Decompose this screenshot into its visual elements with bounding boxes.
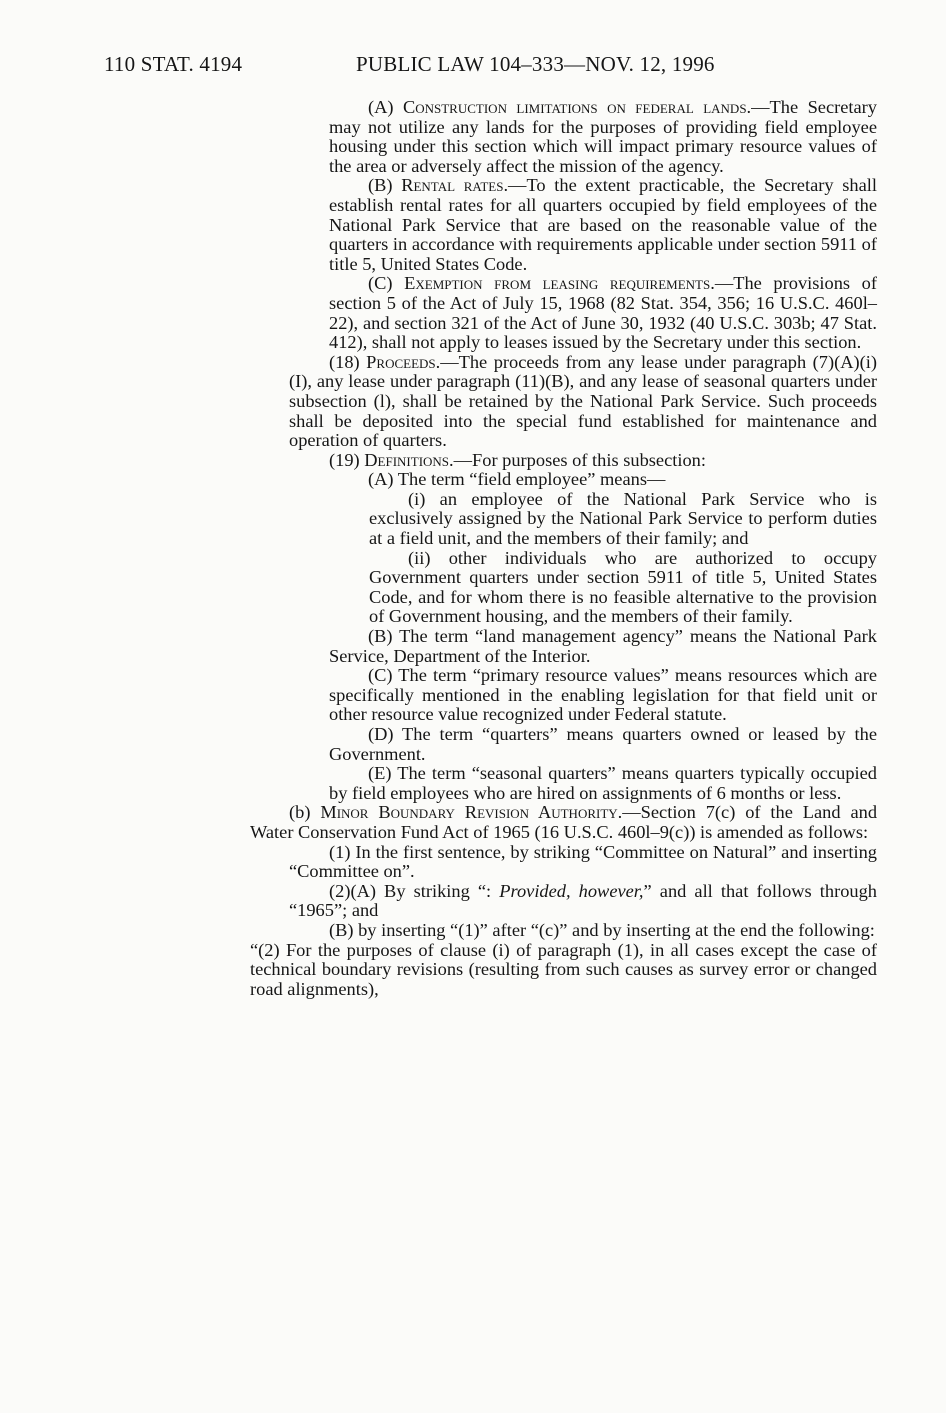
paragraph-18: (18) Proceeds.—The proceeds from any lease under paragraph (7)(A)(i)(I), any lease under paragraph (11)(B), and any lease of seasonal quarters under subsection (l), shall be retained by the National Park Service. Such proceeds shall be deposited into the special fund established for maintenance and operation of quarters. [289, 351, 877, 451]
paragraph-b2a: (2)(A) By striking “: Provided, however,” and all that follows through “1965”; and [289, 880, 878, 921]
paragraph-19a-i: (i) an employee of the National Park Service who is exclusively assigned by the National Park Service to perform duties at a field unit, and the members of their family; and [369, 488, 877, 549]
quoted-paragraph-2: “(2) For the purposes of clause (i) of paragraph (1), in all cases except the case of technical boundary revisions (resulting from such causes as survey error or changed road alignments), [250, 939, 877, 999]
paragraph-19b: (B) The term “land management agency” means the National Park Service, Department of the Interior. [329, 626, 877, 666]
paragraph-b1: (1) In the first sentence, by striking “Committee on Natural” and inserting “Committee on”. [289, 841, 877, 882]
paragraph-17c: (C) Exemption from leasing requirements.—The provisions of section 5 of the Act of July 15, 1968 (82 Stat. 354, 356; 16 U.S.C. 460l–22), and section 321 of the Act of June 30, 1932 (40 U.S.C. 303b; 47 Stat. 412), shall not apply to leases issued by the Secretary under this section. [329, 273, 877, 353]
paragraph-19c: (C) The term “primary resource values” means resources which are specifically mentioned in the enabling legislation for that field unit or other resource value recognized under Federal statute. [329, 665, 877, 725]
paragraph-19d: (D) The term “quarters” means quarters owned or leased by the Government. [329, 724, 877, 764]
paragraph-17b: (B) Rental rates.—To the extent practicable, the Secretary shall establish rental rates for all quarters occupied by field employees of the National Park Service that are based on the reasonable value of the quarters in accordance with requirements applicable under section 5911 of title 5, United States Code. [329, 175, 877, 274]
paragraph-17a: (A) Construction limitations on federal lands.—The Secretary may not utilize any lands for the purposes of providing field employee housing under this section which will impact primary resource values of the area or adversely affect the mission of the agency. [329, 97, 877, 176]
paragraph-19e: (E) The term “seasonal quarters” means quarters typically occupied by field employees who are hired on assignments of 6 months or less. [329, 763, 877, 803]
statute-page-number: 110 STAT. 4194 [104, 52, 243, 76]
paragraph-19a-ii: (ii) other individuals who are authorized to occupy Government quarters under section 5911 of title 5, United States Code, and for whom there is no feasible alternative to the provision of Government housing, and the members of their family. [369, 547, 877, 627]
subsection-b: (b) Minor Boundary Revision Authority.—Section 7(c) of the Land and Water Conservation Fund Act of 1965 (16 U.S.C. 460l–9(c)) is amended as follows: [250, 802, 878, 842]
paragraph-b2b: (B) by inserting “(1)” after “(c)” and by inserting at the end the following: [329, 919, 875, 940]
public-law-title: PUBLIC LAW 104–333—NOV. 12, 1996 [356, 52, 715, 76]
paragraph-19a: (A) The term “field employee” means— [368, 469, 666, 490]
body-text [0, 98, 946, 999]
paragraph-19: (19) Definitions.—For purposes of this subsection: [329, 449, 706, 470]
